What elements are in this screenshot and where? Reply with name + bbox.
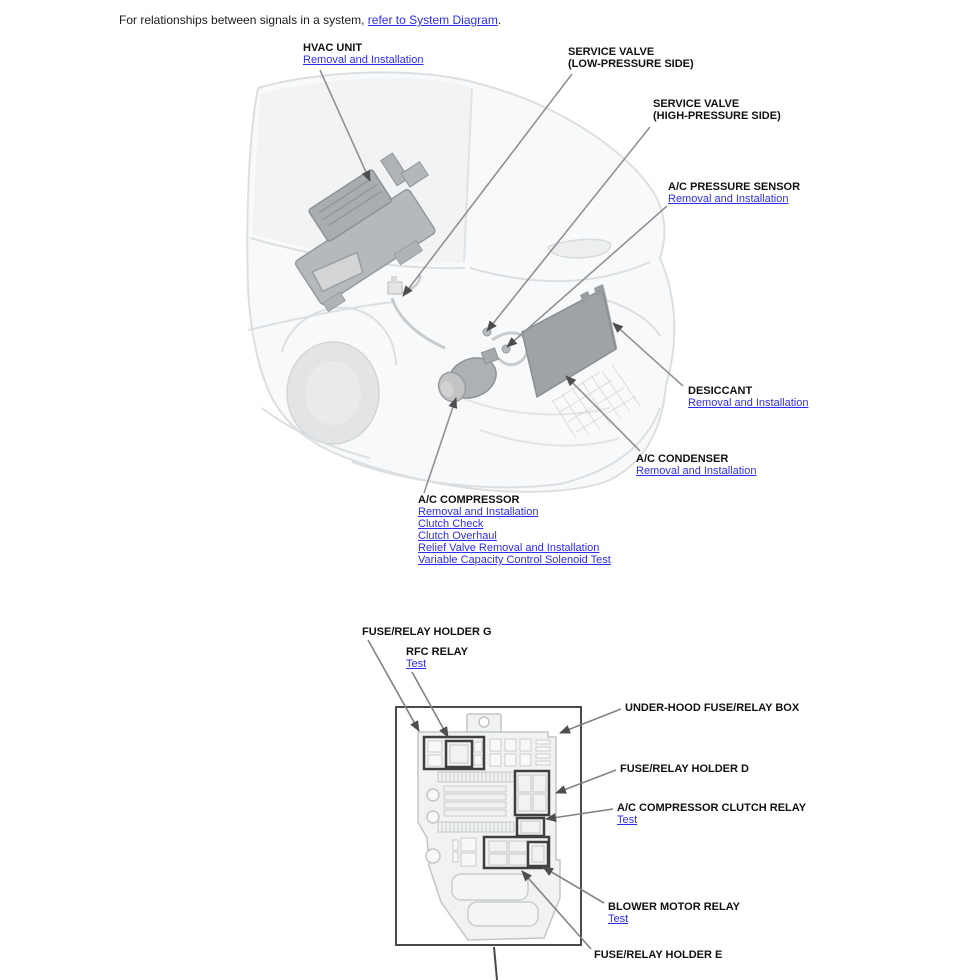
- intro-sentence: [119, 13, 501, 27]
- callout-service-valve-high: [653, 98, 781, 122]
- vcc-solenoid-test-link[interactable]: Variable Capacity Control Solenoid Test: [418, 554, 611, 566]
- clutch-relay-highlight: [517, 818, 544, 836]
- callout-title: A/C COMPRESSOR: [418, 494, 520, 506]
- callout-title: DESICCANT: [688, 385, 753, 397]
- callout-title-line2: (LOW-PRESSURE SIDE): [568, 58, 694, 70]
- low-pressure-valve-drawing: [388, 282, 402, 294]
- hvac-removal-link[interactable]: Removal and Installation: [303, 54, 424, 66]
- callout-title-line2: (HIGH-PRESSURE SIDE): [653, 110, 781, 122]
- callout-condenser: [636, 453, 756, 477]
- holder-d-highlight: [515, 771, 549, 815]
- clutch-overhaul-link[interactable]: Clutch Overhaul: [418, 530, 497, 542]
- callout-title: FUSE/RELAY HOLDER G: [362, 626, 492, 638]
- callout-title: HVAC UNIT: [303, 42, 363, 54]
- frame-leader-line: [494, 947, 497, 980]
- car-illustration: [247, 70, 683, 493]
- callout-title: SERVICE VALVE: [653, 98, 740, 110]
- callout-clutch-relay: [617, 802, 806, 826]
- callout-holder-e: [594, 949, 722, 961]
- condenser-removal-link[interactable]: Removal and Installation: [636, 465, 757, 477]
- callout-title: BLOWER MOTOR RELAY: [608, 901, 741, 913]
- callout-service-valve-low: [568, 46, 694, 70]
- clutch-relay-test-link[interactable]: Test: [617, 814, 638, 826]
- rfc-relay-highlight: [446, 741, 472, 767]
- clutch-check-link[interactable]: Clutch Check: [418, 518, 484, 530]
- callout-title: FUSE/RELAY HOLDER D: [620, 763, 749, 775]
- callout-title: SERVICE VALVE: [568, 46, 655, 58]
- callout-title: A/C CONDENSER: [636, 453, 729, 465]
- callout-title: A/C PRESSURE SENSOR: [668, 181, 801, 193]
- compressor-removal-link[interactable]: Removal and Installation: [418, 506, 539, 518]
- callout-desiccant: [688, 385, 808, 409]
- intro-period: .: [497, 13, 502, 27]
- callout-holder-g: [362, 626, 492, 638]
- callout-title: FUSE/RELAY HOLDER E: [594, 949, 723, 961]
- callout-holder-d: [620, 763, 749, 775]
- blower-relay-highlight: [528, 842, 548, 866]
- pressure-sensor-removal-link[interactable]: Removal and Installation: [668, 193, 789, 205]
- fuse-box-diagram: [368, 640, 621, 980]
- callout-blower-relay: [608, 901, 740, 925]
- callout-rfc-relay: [406, 646, 468, 670]
- desiccant-removal-link[interactable]: Removal and Installation: [688, 397, 809, 409]
- callout-title: UNDER-HOOD FUSE/RELAY BOX: [625, 702, 800, 714]
- blower-relay-test-link[interactable]: Test: [608, 913, 629, 925]
- rfc-relay-test-link[interactable]: Test: [406, 658, 427, 670]
- callout-hvac-unit: [303, 42, 423, 66]
- callout-pressure-sensor: [668, 181, 800, 205]
- relief-valve-link[interactable]: Relief Valve Removal and Installation: [418, 542, 600, 554]
- callout-compressor: [418, 494, 611, 566]
- system-diagram-link[interactable]: refer to System Diagram: [367, 13, 498, 27]
- callout-title: RFC RELAY: [406, 646, 468, 658]
- intro-text: For relationships between signals in a system,: [119, 13, 368, 27]
- callout-underhood-box: [625, 702, 799, 714]
- callout-title: A/C COMPRESSOR CLUTCH RELAY: [617, 802, 807, 814]
- high-pressure-valve-drawing: [483, 328, 491, 336]
